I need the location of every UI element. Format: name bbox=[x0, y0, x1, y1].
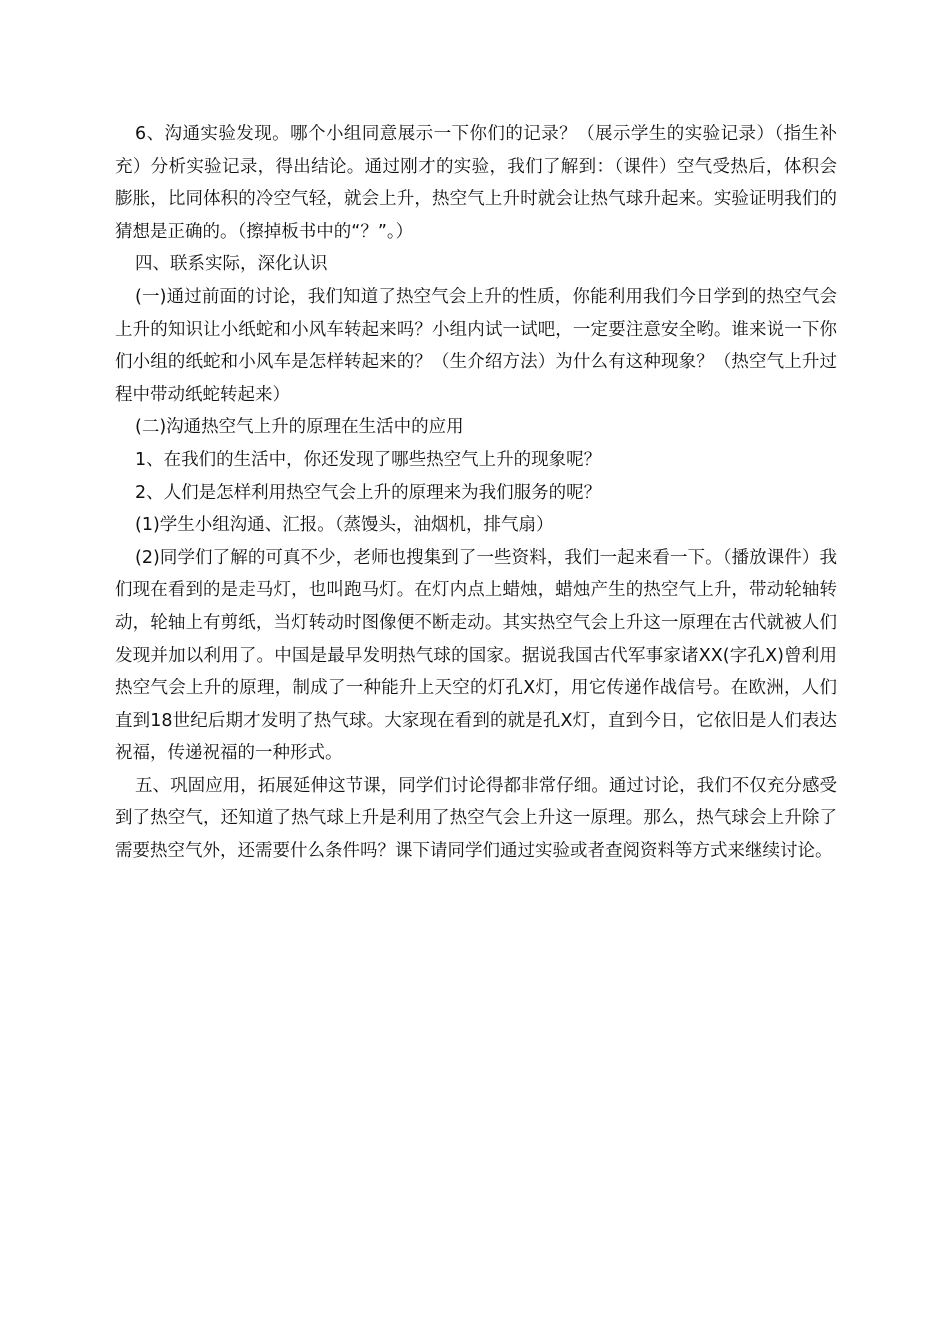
question-item-2: 2、人们是怎样利用热空气会上升的原理来为我们服务的呢？ bbox=[135, 482, 602, 503]
paragraph-paper-snake-activity: (一)通过前面的讨论，我们知道了热空气会上升的性质，你能利用我们今日学到的热空气会上升的知识让小纸蛇和小风车转起来吗？小组内试一试吧，一定要注意安全哟。谁来说一下你们小组的纸蛇和小风车是怎样转起来的？（生介绍方法）为什么有这种现象？（热空气上升过程中带动纸蛇转起来） bbox=[115, 286, 837, 405]
section-heading-connect-reality: 四、联系实际，深化认识 bbox=[135, 254, 328, 275]
answer-item-2-lantern-history: (2)同学们了解的可真不少，老师也搜集到了一些资料，我们一起来看一下。（播放课件）我们现在看到的是走马灯，也叫跑马灯。在灯内点上蜡烛，蜡烛产生的热空气上升，带动轮轴转动，轮轴上有剪纸，当灯转动时图像便不断走动。其实热空气会上升这一原理在古代就被人们发现并加以利用了。中国是最早发明热气球的国家。据说我国古代军事家诸XX(字孔X)曾利用热空气会上升的原理，制成了一种能升上天空的灯孔X灯，用它传递作战信号。在欧洲，人们直到18世纪后期才发明了热气球。大家现在看到的就是孔X灯，直到今日，它依旧是人们表达祝福，传递祝福的一种形式。 bbox=[115, 547, 837, 764]
question-item-1: 1、在我们的生活中，你还发现了哪些热空气上升的现象呢？ bbox=[135, 449, 602, 470]
answer-item-1: (1)学生小组沟通、汇报。（蒸馒头，油烟机，排气扇） bbox=[135, 515, 554, 536]
subheading-applications: (二)沟通热空气上升的原理在生活中的应用 bbox=[135, 417, 464, 438]
paragraph-experiment-findings: 6、沟通实验发现。哪个小组同意展示一下你们的记录？（展示学生的实验记录）（指生补充）分析实验记录，得出结论。通过刚才的实验，我们了解到：（课件）空气受热后，体积会膨胀，比同体积的冷空气轻，就会上升，热空气上升时就会让热气球升起来。实验证明我们的猜想是正确的。（擦掉板书中的“？”。） bbox=[115, 124, 837, 242]
section-consolidation-summary: 五、巩固应用，拓展延伸这节课，同学们讨论得都非常仔细。通过讨论，我们不仅充分感受到了热空气，还知道了热气球上升是利用了热空气会上升这一原理。那么，热气球会上升除了需要热空气外，还需要什么条件吗？课下请同学们通过实验或者查阅资料等方式来继续讨论。 bbox=[115, 775, 837, 862]
document-body bbox=[115, 118, 837, 868]
